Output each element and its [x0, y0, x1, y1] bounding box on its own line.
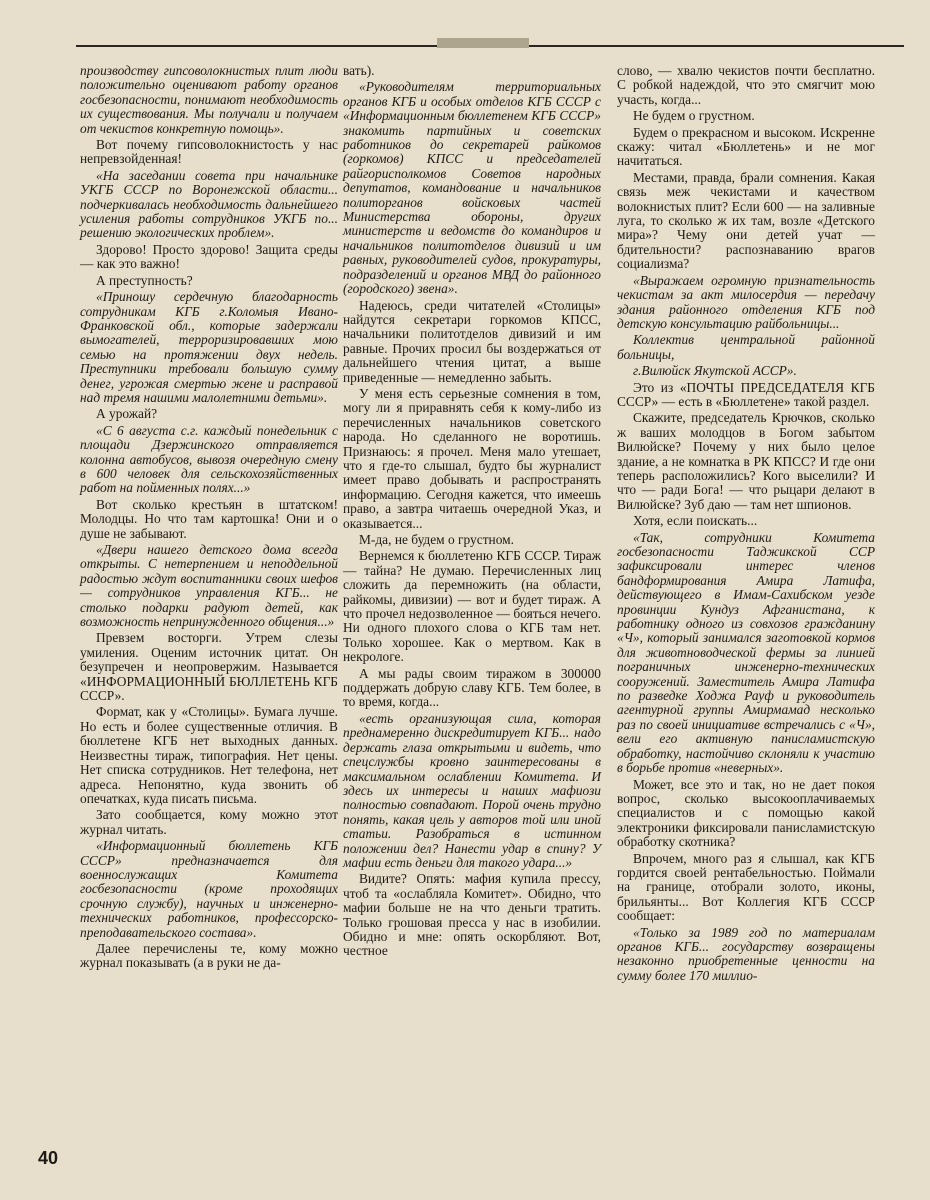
- body-paragraph: Вернемся к бюллетеню КГБ СССР. Тираж — тайна? Не думаю. Перечисленных лиц сложить да перемножить (на области, райкомы, дивизии) — вот и будет тираж. А что прочел недозволенное — бояться нечего. Ни одного плохого слова о КГБ там нет. Только хорошее. Как о мертвом. Как в некрологе.: [343, 548, 601, 665]
- body-paragraph: Это из «ПОЧТЫ ПРЕДСЕДАТЕЛЯ КГБ СССР» — есть в «Бюллетене» такой раздел.: [617, 379, 875, 409]
- body-paragraph: слово, — хвалю чекистов почти бесплатно. С робкой надеждой, что это смягчит мою участь, когда...: [617, 63, 875, 107]
- body-paragraph: Вот сколько крестьян в штатском! Молодцы. Но что там картошка! Они и о душе не забывают.: [80, 496, 338, 541]
- body-paragraph: Зато сообщается, кому можно этот журнал читать.: [80, 807, 338, 837]
- text-column-1: [80, 64, 338, 973]
- quote-paragraph: Коллектив центральной районной больницы,: [617, 332, 875, 362]
- body-paragraph: Скажите, председатель Крючков, сколько ж ваших молодцов в Богом забытом Вилюйске? Почему у них было целое здание, а не комнатка в РК КПСС? И где они теперь расположились? Кого выселили? И что — ради Бога! — что рыцари делают в Вилюйске? Зуб даю — там нет шпионов.: [617, 410, 875, 512]
- body-paragraph: Формат, как у «Столицы». Бумага лучше. Но есть и более существенные отличия. В бюллетене КГБ нет выходных данных. Неизвестны тираж, типография. Нет цены. Нет списка сотрудников. Нет телефона, нет адреса. Непонятно, куда звонить об опечатках, куда писать письма.: [80, 704, 338, 806]
- body-paragraph: А урожай?: [96, 406, 158, 422]
- quote-paragraph: «Так, сотрудники Комитета госбезопасности Таджикской ССР зафиксировали интерес членов бандформирования Амира Латифа, действующего в Имам-Сахибском уезде провинции Кундуз Афганистана, к работнику одного из совхозов гражданину «Ч», который занимался заготовкой кормов для животноводческой фермы за линией пограничных инженерно-технических сооружений. Заместитель Амира Латифа по разведке Ходжа Рауф и руководитель агентурной группы Амирмамад несколько раз по своей инициативе встречались с «Ч», вели его активную панисламистскую обработку, настойчиво склоняли к участию в борьбе против «неверных».: [617, 529, 875, 776]
- text-column-3: [617, 64, 875, 985]
- body-paragraph: М-да, не будем о грустном.: [359, 532, 514, 547]
- body-paragraph: Хотя, если поискать...: [633, 513, 758, 529]
- body-paragraph: Местами, правда, брали сомнения. Какая связь меж чекистами и качеством волокнистых плит? Если 600 — на заливные луга, то сколько ж их там, возле «Детского мира»? Чему они детей учат — бдительности? распознаванию врагов социализма?: [617, 169, 875, 272]
- quote-paragraph: «Только за 1989 год по материалам органов КГБ... государству возвращены незаконно приобретенные ценности на сумму более 170 миллио-: [617, 924, 875, 983]
- body-paragraph: Далее перечислены те, кому можно журнал показывать (а в руки не да-: [80, 940, 338, 971]
- quote-paragraph: г.Вилюйск Якутской АССР».: [633, 363, 797, 379]
- body-paragraph: вать).: [343, 63, 375, 78]
- quote-paragraph: «Двери нашего детского дома всегда открыты. С нетерпением и неподдельной радостью ждут воспитанники своих шефов — сотрудников управления КГБ... не столько подарки радуют детей, как возможность непринужденного общения...»: [80, 542, 338, 630]
- quote-paragraph: «есть организующая сила, которая преднамеренно дискредитирует КГБ... надо держать глаза открытыми и видеть, что спецслужбы кровно заинтересованы в максимальном ослаблении Комитета. И здесь их интересы и нашиx мафиози полностью совпадают. Порой очень трудно понять, какая цель у авторов той или иной статьи. Разобраться в истинном положении дел? Нанести удар в спину? У мафии есть деньги для такого удара...»: [343, 710, 601, 870]
- body-paragraph: У меня есть серьезные сомнения в том, могу ли я приравнять себя к кому-либо из перечисленных начальников советского народа. Но сделанного не воротишь. Признаюсь: я прочел. Меня мало утешает, что я где-то слышал, будто бы журналист имеет право добывать и распространять информацию. Сегодня кажется, что имеешь право, а завтра читаешь очередной Указ, и оказывается...: [343, 385, 601, 531]
- body-paragraph: Превзем восторги. Утрем слезы умиления. Оценим источник цитат. Он безупречен и неопровержим. Называется «ИНФОРМАЦИОННЫЙ БЮЛЛЕТЕНЬ КГБ СССР».: [80, 630, 338, 704]
- body-paragraph: Будем о прекрасном и высоком. Искренне скажу: читал «Бюллетень» и не мог начитаться.: [617, 124, 875, 169]
- quote-paragraph: «Руководителям территориальных органов КГБ и особых отделов КГБ СССР с «Информационным бюллетенем КГБ СССР» знакомить партийных и советских работников до секретарей райкомов (горкомов) КПСС и председателей райгорисполкомов Советов народных депутатов, командование и начальников политорганов войсковых частей Министерства обороны, других министерств и ведомств до командиров и начальников политотделов дивизий и им равных, руководителей судов, прокуратуры, подразделений и органов МВД до районного (городского) звена».: [343, 79, 601, 297]
- quote-paragraph: «Приношу сердечную благодарность сотрудникам КГБ г.Коломыя Ивано-Франковской обл., которые задержали вымогателей, терроризировавших мою семью на протяжении двух недель. Преступники требовали большую сумму денег, угрожая смертью жене и расправой над тремя нашими малолетними детьми».: [80, 289, 338, 405]
- quote-paragraph: «На заседании совета при начальнике УКГБ СССР по Воронежской области... подчеркивалась необходимость дальнейшего усиления работы сотрудников УКГБ по... решению экологических проблем».: [80, 167, 338, 241]
- quote-paragraph: производству гипсоволокнистых плит люди положительно оценивают работу органов госбезопасности, понимают необходимость их существования. Мы получали и получаем от чекистов конкретную помощь».: [80, 63, 338, 136]
- body-paragraph: Надеюсь, среди читателей «Столицы» найдутся секретари горкомов КПСС, начальники политотделов дивизий и им равные. Прочих просил бы воздержаться от дальнейшего чтения цитат, а выше приведенные — немедленно забыть.: [343, 297, 601, 385]
- body-paragraph: Вот почему гипсоволокнистость у нас непревзойденная!: [80, 137, 338, 167]
- body-paragraph: Впрочем, много раз я слышал, как КГБ гордится своей рентабельностью. Поймали на границе, отобрали золото, иконы, брильянты... Вот Коллегия КГБ СССР сообщает:: [617, 850, 875, 924]
- body-paragraph: Здорово! Просто здорово! Защита среды — как это важно!: [80, 241, 338, 272]
- body-paragraph: А мы рады своим тиражом в 300000 поддержать добрую славу КГБ. Тем более, в то время, когда...: [343, 665, 601, 710]
- quote-paragraph: «Выражаем огромную признательность чекистам за акт милосердия — передачу здания районного отделения КГБ под детскую консультацию райбольницы...: [617, 272, 875, 331]
- quote-paragraph: «С 6 августа с.г. каждый понедельник с площади Дзержинского отправляется колонна автобусов, вывозя очередную смену в 600 человек для сельскохозяйственных работ на пойменных полях...»: [80, 422, 338, 496]
- header-tab-mark: [437, 38, 529, 48]
- body-paragraph: Видите? Опять: мафия купила прессу, чтоб та «ослабляла Комитет». Обидно, что мафии больше не на что деньги тратить. Только грошовая пресса у нас в изобилии. Обидно и мне: опять оскорбляют. Вот, честное: [343, 871, 601, 959]
- body-paragraph: Не будем о грустном.: [633, 108, 755, 124]
- text-column-2: [343, 64, 601, 961]
- page-number: 40: [38, 1148, 59, 1168]
- quote-paragraph: «Информационный бюллетень КГБ СССР» предназначается для военнослужащих Комитета госбезопасности (кроме проходящих срочную службу), научных и инженерно-технических работников, профессорско-преподавательского состава».: [80, 838, 338, 940]
- body-paragraph: А преступность?: [96, 272, 193, 288]
- body-paragraph: Может, все это и так, но не дает покоя вопрос, сколько высокооплачиваемых специалистов и с помощью какой электроники фиксировали панисламистскую обработку скотника?: [617, 776, 875, 850]
